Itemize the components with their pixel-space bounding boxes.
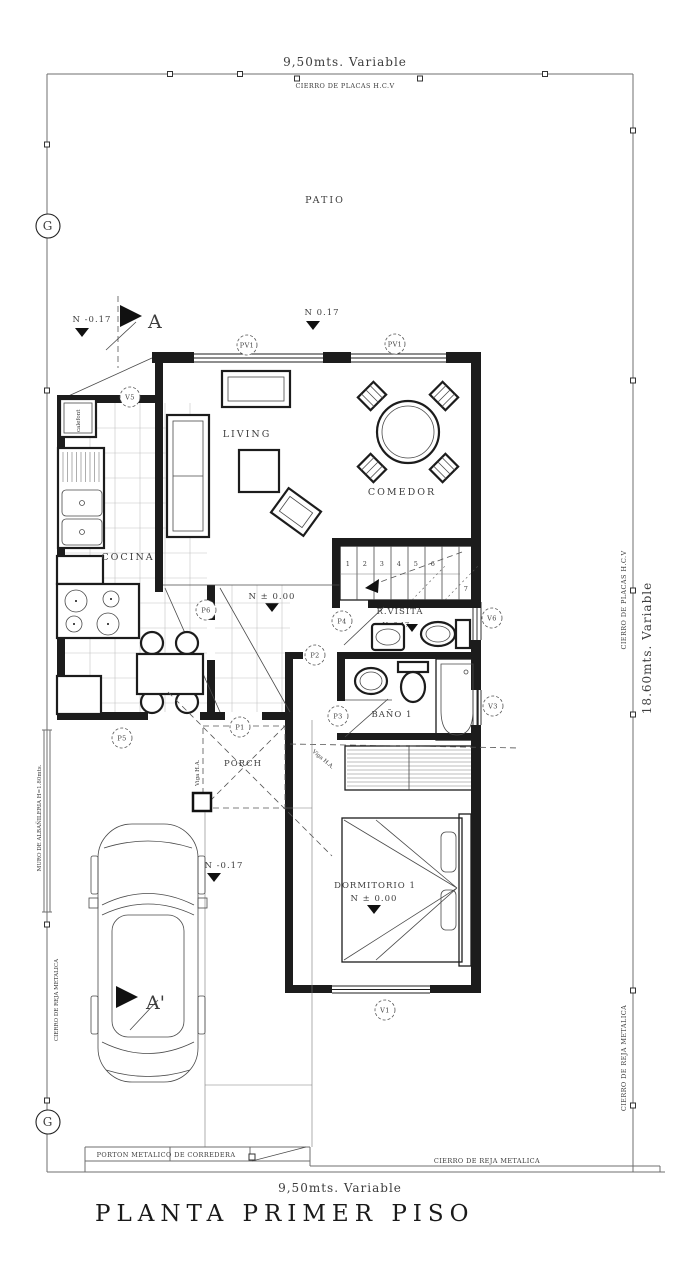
axis-g-top-label: G — [42, 219, 54, 233]
fence-label-left-lower-text: CIERRO DE REJA METALICA — [54, 958, 60, 1042]
room-label-patio: PATIO — [305, 195, 345, 206]
room-label-dormitorio: DORMITORIO 1 — [334, 881, 416, 891]
opening-marker-p1 — [230, 717, 250, 737]
marker-p4-label: P4 — [337, 617, 347, 626]
section-marker-a-prime — [116, 986, 165, 1030]
stair-step-4: 4 — [396, 560, 402, 568]
marker-v5-label: V5 — [125, 393, 135, 402]
car-wheel — [91, 856, 98, 894]
car — [89, 824, 207, 1082]
fence-label-left-lower — [54, 958, 60, 1041]
car-wheel — [198, 996, 205, 1034]
dim-bottom: 9,50mts. Variable — [278, 1181, 402, 1195]
stool — [176, 632, 198, 654]
bottom-fence-label: CIERRO DE REJA METALICA — [433, 1157, 541, 1165]
bano-fixtures — [345, 659, 478, 740]
level-drive — [205, 861, 244, 882]
marker-v1-label: V1 — [380, 1006, 390, 1015]
level-hall-text: N ± 0.00 — [248, 592, 296, 602]
marker-p5-label: P5 — [117, 734, 127, 743]
opening-marker-pv1-b — [385, 334, 405, 354]
stair-step-5: 5 — [413, 560, 419, 568]
beam-label-2: Viga H.A. — [310, 748, 335, 771]
window-v3-lines — [473, 690, 481, 725]
rvisita-toilet-tank — [456, 620, 470, 648]
opening-marker-p5 — [112, 728, 132, 748]
opening-marker-p2 — [305, 645, 325, 665]
marker-pv1-a-label: PV1 — [239, 341, 255, 350]
section-a-label: A — [148, 311, 162, 333]
calefont-label: calefont — [76, 409, 82, 432]
room-label-comedor: COMEDOR — [367, 487, 437, 498]
stair-step-2: 2 — [362, 560, 368, 568]
fence-label-top: CIERRO DE PLACAS H.C.V — [295, 82, 395, 90]
car-mirror — [89, 898, 98, 908]
dormitorio-furniture — [342, 746, 473, 966]
level-hall — [249, 592, 296, 612]
bano-toilet-tank — [398, 662, 428, 672]
fence-label-right-upper-text: CIERRO DE PLACAS H.C.V — [620, 550, 628, 650]
opening-marker-p6 — [196, 600, 216, 620]
beam-label-1: Viga H.A. — [195, 759, 201, 786]
opening-marker-pv1-a — [237, 335, 257, 355]
level-entry — [304, 308, 339, 330]
section-a-prime-label: A' — [146, 992, 165, 1014]
marker-p1-label: P1 — [235, 723, 245, 732]
stairs — [340, 546, 478, 600]
bottom-fence — [310, 1157, 660, 1172]
level-exterior — [73, 315, 112, 337]
wall-label-left — [35, 764, 43, 871]
kitchen-table — [137, 654, 203, 694]
opening-marker-v6 — [482, 608, 502, 628]
opening-marker-v1 — [375, 1000, 395, 1020]
porch-column — [193, 793, 211, 811]
wall-label-left-text: MURO DE ALBAÑILERIA H=1.80mts. — [37, 764, 43, 872]
marker-p2-label: P2 — [310, 651, 320, 660]
room-label-porch: PORCH — [223, 759, 263, 769]
room-label-rvisita: R.VISITA — [376, 607, 424, 617]
room-label-cocina: COCINA — [101, 552, 155, 563]
pillow — [441, 832, 456, 872]
driveway — [205, 720, 312, 1147]
fence-label-right-lower — [620, 1005, 628, 1111]
level-entry-text: N 0.17 — [304, 308, 340, 318]
level-dorm — [351, 894, 398, 914]
car-mirror — [198, 898, 207, 908]
sliding-gate — [85, 1147, 310, 1172]
rvisita-sink — [372, 624, 404, 650]
fridge — [57, 676, 101, 714]
bano-toilet — [401, 672, 425, 702]
stair-step-7: 7 — [463, 585, 469, 593]
room-label-bano: BAÑO 1 — [371, 710, 413, 720]
sheet-title: PLANTA PRIMER PISO — [95, 1201, 475, 1227]
stair-arrow — [365, 579, 379, 593]
living-furniture — [167, 371, 321, 537]
opening-marker-p4 — [332, 611, 352, 631]
car-wheel — [91, 996, 98, 1034]
stair-direction-line — [372, 552, 462, 585]
comedor-furniture — [358, 382, 458, 482]
room-label-living: LIVING — [222, 429, 272, 440]
marker-pv1-b-label: PV1 — [387, 340, 403, 349]
stair-step-1: 1 — [345, 560, 351, 568]
opening-marker-p3 — [328, 706, 348, 726]
headboard — [459, 814, 471, 966]
window-v1-lines — [332, 986, 430, 993]
dim-top: 9,50mts. Variable — [283, 55, 407, 69]
opening-marker-v3 — [483, 696, 503, 716]
stair-step-6: 6 — [430, 560, 436, 568]
fence-label-right-upper — [620, 550, 628, 649]
level-exterior-text: N -0.17 — [72, 315, 112, 325]
window-pv1-a-lines — [194, 354, 323, 362]
level-drive-text: N -0.17 — [204, 861, 244, 871]
gate-label: PORTON METALICO DE CORREDERA — [96, 1151, 236, 1159]
fence-label-right-lower-text: CIERRO DE REJA METALICA — [620, 1004, 628, 1112]
stair-step-3: 3 — [379, 560, 385, 568]
axis-g-bottom-label: G — [42, 1115, 54, 1129]
marker-v3-label: V3 — [488, 702, 498, 711]
axis-marker-g-bottom — [36, 1110, 60, 1134]
axis-marker-g-top — [36, 214, 60, 238]
opening-marker-v5 — [120, 387, 140, 407]
dim-right — [640, 582, 654, 714]
dim-right-text: 18.60mts. Variable — [640, 581, 654, 715]
stool — [141, 632, 163, 654]
marker-p3-label: P3 — [333, 712, 343, 721]
window-pv1-b-lines — [351, 354, 446, 362]
level-dorm-text: N ± 0.00 — [350, 894, 398, 904]
marker-v6-label: V6 — [487, 614, 497, 623]
marker-p6-label: P6 — [201, 606, 211, 615]
